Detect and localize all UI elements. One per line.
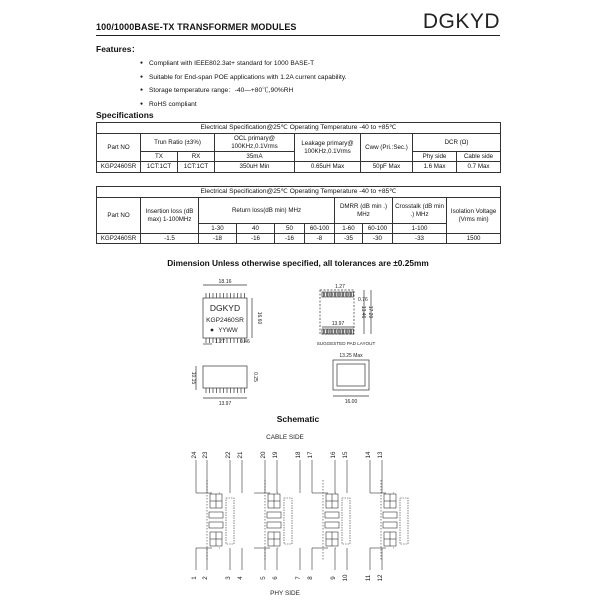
top-view-part: KGP2460SR [206,317,244,324]
pad [322,292,324,297]
phy-side-label: PHY SIDE [270,590,300,597]
top-pin-number: 22 [225,451,232,459]
table2-crosstalk-band: 1-100 [393,224,447,234]
table1-rx-value: 1CT:1CT [178,162,215,173]
pad-h2-label: 17.20 [367,305,373,319]
pad [338,329,340,334]
pad [352,329,354,334]
pad [344,292,346,297]
table1-cww-header: Cww (Pri.:Sec.) [361,134,413,162]
pad [330,292,332,297]
top-view-body [203,298,247,338]
table2-isolation-header: Isolation Voltage (Vrms min) [447,198,501,234]
table1-part-value: KGP2460SR [97,162,141,173]
pad [336,292,338,297]
pin1-dot-icon [211,329,214,332]
bottom-pin-number: 10 [342,574,349,582]
pad [349,329,351,334]
pad [327,329,329,334]
features-list [140,57,346,111]
transformer-core [326,494,338,508]
choke [209,512,223,518]
bottom-pin-number: 8 [307,576,314,580]
pad-total-width-label: 13.97 [331,321,345,327]
pad [352,292,354,297]
spec-table-2 [96,186,501,244]
dimension-heading: Dimension Unless otherwise specified, all tolerances are ±0.25mm [167,258,429,268]
bottom-pin-number: 1 [191,576,198,580]
pad [336,329,338,334]
pad [346,292,348,297]
table1-ocl-value: 350uH Min [215,162,295,173]
side-view-body [203,366,247,388]
bottom-pin-number: 7 [295,576,302,580]
top-pitch-label: 1.27 [215,339,225,345]
top-height-label: 16.60 [256,311,262,325]
choke [383,512,397,518]
transformer-core [210,532,222,546]
top-pin-number: 13 [377,451,384,459]
top-pin-number: 24 [191,451,198,459]
table2-insertion-header: Insertion loss (dB max) 1-100MHz [141,198,199,234]
top-pin-number: 16 [330,451,337,459]
pad-pitch-label: 1.27 [335,284,345,290]
choke [383,522,397,528]
bottom-pin-number: 4 [237,576,244,580]
choke [267,522,281,528]
table2-insertion-value: -1.5 [141,234,199,244]
table2-return-band: 40 [237,224,275,234]
top-width-label: 18.16 [218,279,232,285]
pad-width-label: 0.76 [358,297,368,303]
schematic-diagram [191,451,408,581]
top-pin-number: 19 [272,451,279,459]
pad [333,329,335,334]
pad-layout-outline [320,290,354,334]
table1-rx-header: RX [178,152,215,162]
top-view-date-code: YYWW [218,328,238,334]
pad [341,292,343,297]
table1-phy-side-header: Phy side [413,152,457,162]
channel-block [196,480,234,560]
top-pin-number: 23 [202,451,209,459]
table2-dmrr-value: -30 [363,234,393,244]
table1-ocl-current: 35mA [215,152,295,162]
table1-leakage-header: Leakage primary@ 100KHz,0.1Vrms [295,134,361,162]
table1-turns-ratio-header: Trun Ratio (±3%) [141,134,215,152]
table-row [97,162,501,173]
pad [338,292,340,297]
pad [333,292,335,297]
pad [344,329,346,334]
end-view-body [333,360,369,390]
top-pad-label: 0.46 [240,339,250,345]
bottom-pin-number: 6 [272,576,279,580]
table1-tx-value: 1CT:1CT [141,162,178,173]
pad-layout-caption: SUGGESTED PAD LAYOUT [316,341,376,346]
top-pin-number: 17 [307,451,314,459]
table1-part-no-header: Part NO [97,134,141,162]
transformer-core [268,494,280,508]
table2-part-no-header: Part NO [97,198,141,234]
end-max-label: 13.25 Max [339,353,363,359]
choke [267,512,281,518]
transformer-core [384,494,396,508]
pad [341,329,343,334]
top-view-brand: DGKYD [209,303,241,313]
feature-item: ● Compliant with IEEE802.3at+ standard for 1000 BASE-T [140,57,346,71]
top-pin-number: 21 [237,451,244,459]
feature-item: ● RoHS compliant [140,98,346,112]
table2-dmrr-band: 60-100 [363,224,393,234]
bottom-pin-number: 12 [377,574,384,582]
transformer-core [268,532,280,546]
side-width-label: 13.97 [218,401,232,407]
pad [325,329,327,334]
transformer-core [384,532,396,546]
choke [325,512,339,518]
choke [209,522,223,528]
bottom-pin-number: 2 [202,576,209,580]
table-row [97,234,501,244]
side-height-label: 10.15 [190,371,196,385]
table2-isolation-value: 1500 [447,234,501,244]
pad [330,329,332,334]
bottom-pin-number: 3 [225,576,232,580]
pad [346,329,348,334]
table1-cable-side-header: Cable side [457,152,501,162]
top-pin-number: 15 [342,451,349,459]
table1-tx-header: TX [141,152,178,162]
cable-side-label: CABLE SIDE [266,434,304,441]
table2-return-band: 50 [275,224,305,234]
schematic-heading: Schematic [276,414,320,424]
pad [325,292,327,297]
page-header [96,6,500,36]
bottom-pin-number: 5 [260,576,267,580]
table2-caption: Electrical Specification@25℃ Operating Temperature -40 to +85℃ [97,187,501,198]
features-heading: Features： [96,44,140,54]
channel-block [254,480,292,560]
table2-return-band: 60-100 [305,224,335,234]
table2-crosstalk-value: -33 [393,234,447,244]
pad-h1-label: 13.46 [360,305,366,319]
specifications-heading: Specifications [96,110,154,120]
channel-block [370,480,408,560]
transformer-core [326,532,338,546]
table2-return-value: -18 [199,234,237,244]
table2-return-header: Return loss(dB min) MHz [199,198,335,224]
pad [327,292,329,297]
end-width-label: 16.00 [344,399,358,405]
feature-item: ● Storage temperature range：-40—+80℃,90%RH [140,84,346,98]
table2-crosstalk-header: Crosstalk (dB min .) MHz [393,198,447,224]
table1-phy-value: 1.6 Max [413,162,457,173]
document-title: 100/1000BASE-TX TRANSFORMER MODULES [96,22,297,32]
transformer-core [210,494,222,508]
table1-cww-value: 50pF Max [361,162,413,173]
table1-cable-value: 0.7 Max [457,162,501,173]
table2-return-value: -8 [305,234,335,244]
table2-return-band: 1-30 [199,224,237,234]
spec-table-1 [96,122,501,173]
table2-dmrr-value: -35 [335,234,363,244]
table2-part-value: KGP2460SR [97,234,141,244]
choke [325,522,339,528]
table2-dmrr-band: 1-60 [335,224,363,234]
pad [322,329,324,334]
side-lead-label: 0.25 [252,372,258,382]
top-pin-number: 20 [260,451,267,459]
top-pin-number: 14 [365,451,372,459]
table1-dcr-header: DCR (Ω) [413,134,501,152]
pad [349,292,351,297]
table2-return-value: -16 [275,234,305,244]
table2-dmrr-header: DMRR (dB min .) MHz [335,198,393,224]
table1-caption: Electrical Specification@25℃ Operating Temperature -40 to +85℃ [97,123,501,134]
top-pin-number: 18 [295,451,302,459]
table1-leakage-value: 0.65uH Max [295,162,361,173]
channel-block [312,480,350,560]
table2-return-value: -16 [237,234,275,244]
table1-ocl-header: OCL primary@ 100KHz,0.1Vrms [215,134,295,152]
brand-logo-text: DGKYD [422,10,500,33]
feature-item: ● Suitable for End-span POE applications with 1.2A current capability. [140,71,346,85]
bottom-pin-number: 9 [330,576,337,580]
bottom-pin-number: 11 [365,574,372,582]
